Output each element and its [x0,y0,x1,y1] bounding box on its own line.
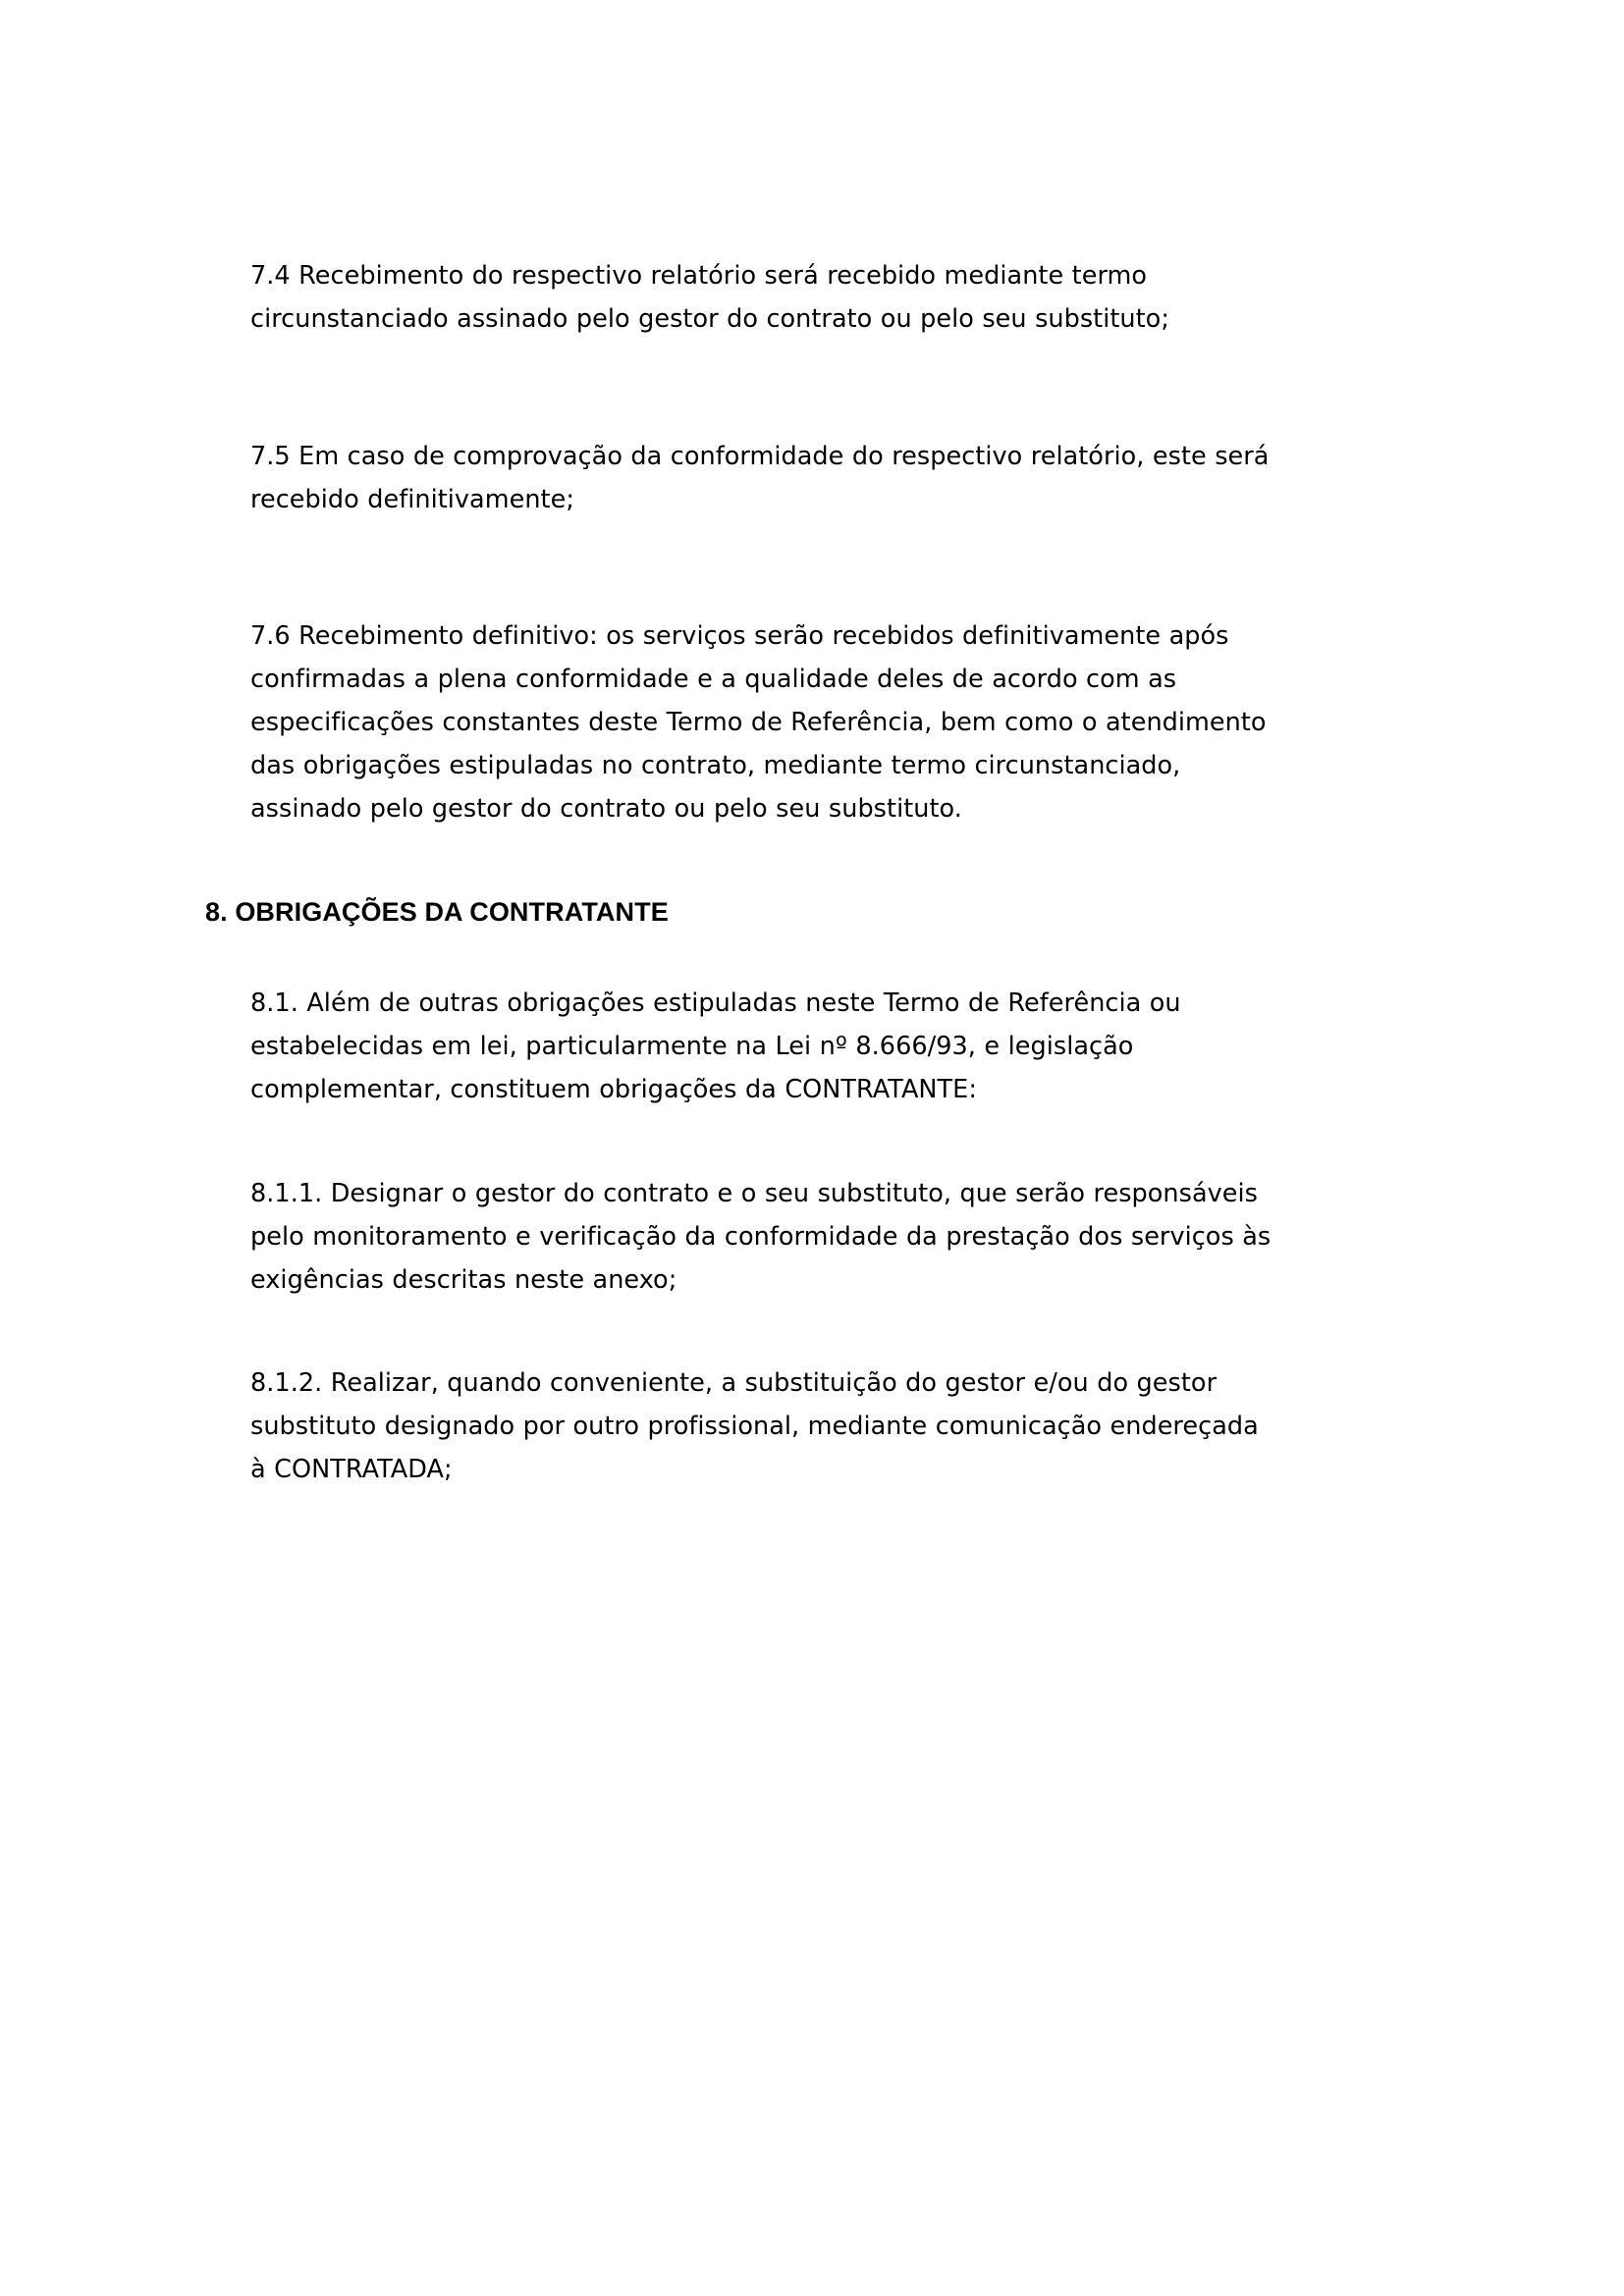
section-8-heading: 8. OBRIGAÇÕES DA CONTRATANTE [205,896,669,927]
clause-8-1-1-paragraph: 8.1.1. Designar o gestor do contrato e o seu substituto, que serão responsáveis pelo monitoramento e verificação da conformidade da prestação dos serviços às exigências descritas neste anexo; [250,1178,1272,1295]
clause-7-6-paragraph: 7.6 Recebimento definitivo: os serviços serão recebidos definitivamente após confirmadas a plena conformidade e a qualidade deles de acordo com as especificações constantes deste Termo de Referência, bem como o atendimento das obrigações estipuladas no contrato, mediante termo circunstanciado, assinado pelo gestor do contrato ou pelo seu substituto. [250,621,1267,824]
clause-7-4-paragraph: 7.4 Recebimento do respectivo relatório será recebido mediante termo circunstanciado assinado pelo gestor do contrato ou pelo seu substituto; [250,261,1169,334]
clause-8-1-2-paragraph: 8.1.2. Realizar, quando conveniente, a substituição do gestor e/ou do gestor substituto designado por outro profissional, mediante comunicação endereçada à CONTRATADA; [250,1368,1259,1485]
clause-7-5-paragraph: 7.5 Em caso de comprovação da conformidade do respectivo relatório, este será recebido definitivamente; [250,441,1270,514]
clause-8-1-paragraph: 8.1. Além de outras obrigações estipuladas neste Termo de Referência ou estabelecidas em lei, particularmente na Lei nº 8.666/93, e legislação complementar, constituem obrigações da CONTRATANTE: [250,988,1181,1104]
document-body [205,255,1398,1492]
